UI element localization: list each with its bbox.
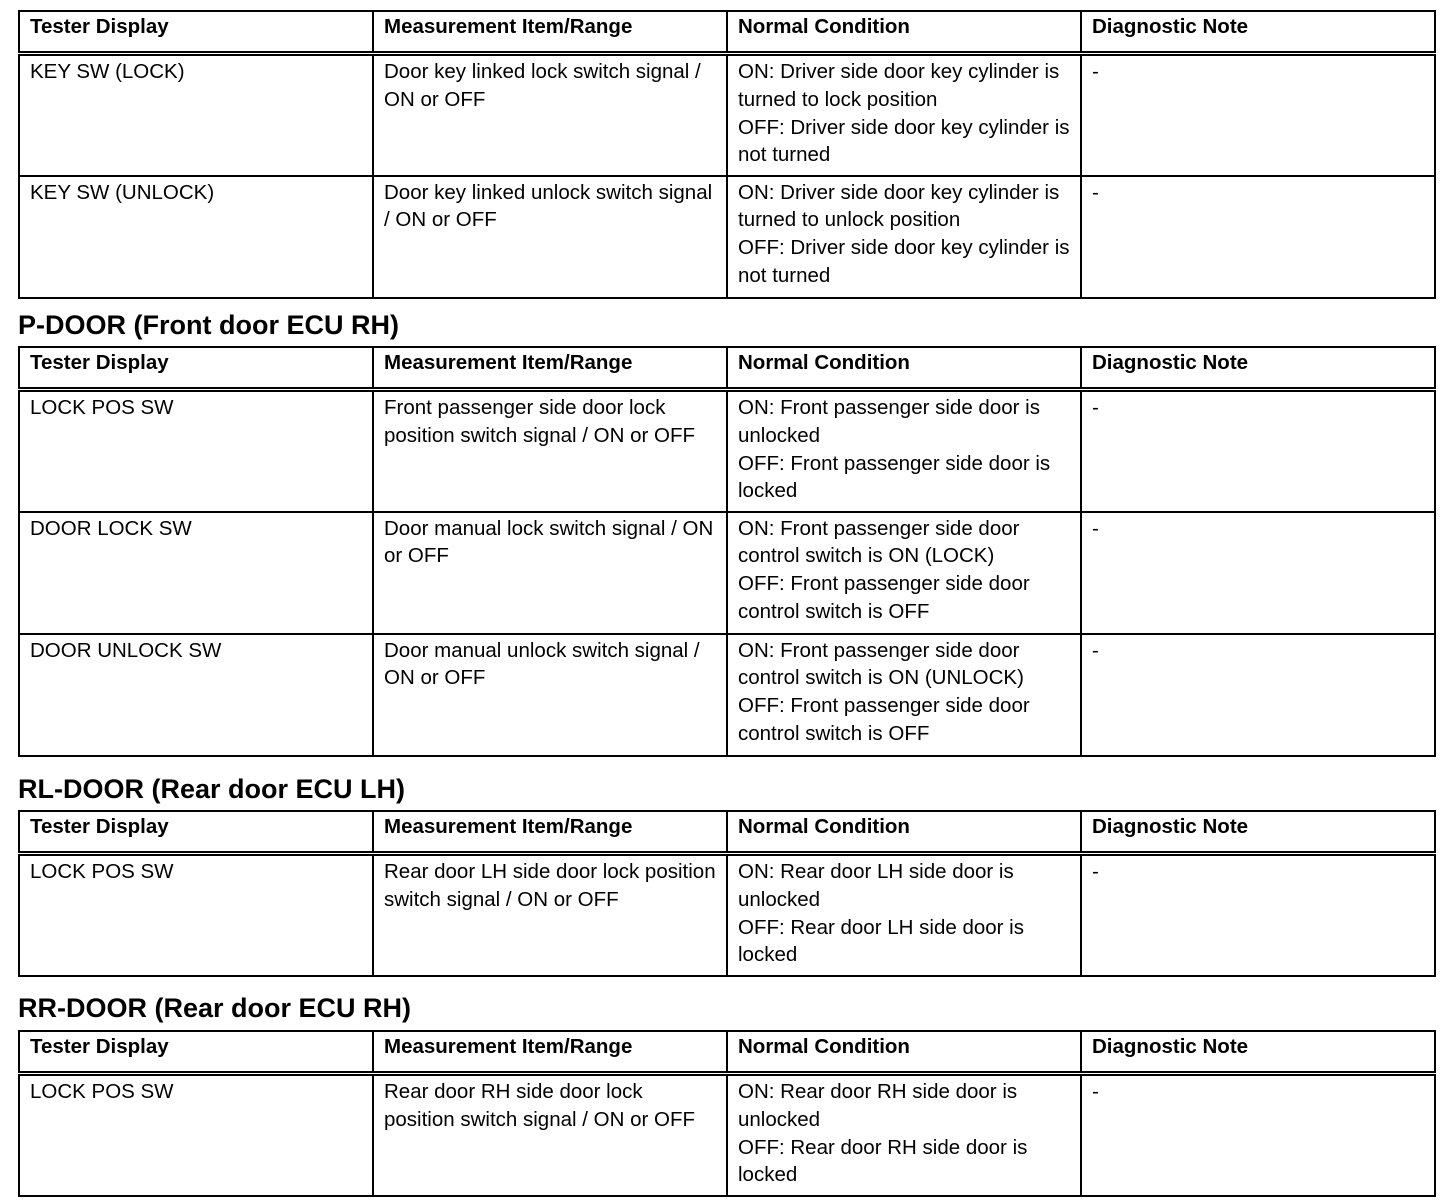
normal-condition-off: OFF: Front passenger side door is locked — [738, 451, 1051, 503]
cell-diagnostic-note: - — [1081, 854, 1435, 976]
normal-condition-off: OFF: Front passenger side door control switch is OFF — [738, 572, 1030, 623]
cell-normal-condition — [727, 634, 1081, 756]
table-row — [19, 512, 1435, 634]
cell-normal-condition — [727, 1074, 1081, 1196]
cell-normal-condition — [727, 176, 1081, 298]
header-diagnostic-note: Diagnostic Note — [1081, 11, 1435, 54]
cell-diagnostic-note: - — [1081, 54, 1435, 176]
header-diagnostic-note: Diagnostic Note — [1081, 347, 1435, 390]
table-header-row — [19, 1031, 1435, 1074]
normal-condition-off: OFF: Rear door LH side door is locked — [738, 915, 1024, 967]
normal-condition-on: ON: Driver side door key cylinder is turned to lock position — [738, 60, 1060, 111]
cell-tester-display: DOOR UNLOCK SW — [19, 634, 373, 756]
cell-measurement: Rear door RH side door lock position switch signal / ON or OFF — [373, 1074, 727, 1196]
table-row — [19, 634, 1435, 756]
section-title: RR-DOOR (Rear door ECU RH) — [18, 993, 412, 1023]
header-diagnostic-note: Diagnostic Note — [1081, 1031, 1435, 1074]
normal-condition-off: OFF: Rear door RH side door is locked — [738, 1135, 1028, 1187]
header-tester-display: Tester Display — [19, 11, 373, 54]
table-header-row — [19, 347, 1435, 390]
table-row — [19, 1074, 1435, 1196]
cell-tester-display: KEY SW (UNLOCK) — [19, 176, 373, 298]
header-tester-display: Tester Display — [19, 811, 373, 854]
cell-normal-condition — [727, 54, 1081, 176]
cell-tester-display: KEY SW (LOCK) — [19, 54, 373, 176]
header-tester-display: Tester Display — [19, 1031, 373, 1074]
diag-table-main-door — [18, 10, 1436, 299]
section-title: P-DOOR (Front door ECU RH) — [18, 310, 399, 340]
diag-table-rl-door — [18, 810, 1436, 977]
cell-normal-condition — [727, 512, 1081, 634]
table-row — [19, 54, 1435, 176]
header-diagnostic-note: Diagnostic Note — [1081, 811, 1435, 854]
normal-condition-off: OFF: Driver side door key cylinder is not turned — [738, 236, 1070, 287]
cell-tester-display: LOCK POS SW — [19, 390, 373, 512]
normal-condition-on: ON: Rear door RH side door is unlocked — [738, 1080, 1018, 1131]
header-normal-condition: Normal Condition — [727, 11, 1081, 54]
cell-diagnostic-note: - — [1081, 176, 1435, 298]
table-header-row — [19, 11, 1435, 54]
table-row — [19, 176, 1435, 298]
normal-condition-off: OFF: Driver side door key cylinder is not turned — [738, 115, 1070, 167]
header-normal-condition: Normal Condition — [727, 347, 1081, 390]
diag-table-p-door — [18, 346, 1436, 757]
cell-measurement: Front passenger side door lock position switch signal / ON or OFF — [373, 390, 727, 512]
cell-diagnostic-note: - — [1081, 634, 1435, 756]
cell-diagnostic-note: - — [1081, 1074, 1435, 1196]
normal-condition-on: ON: Front passenger side door control switch is ON (LOCK) — [738, 516, 1020, 568]
header-normal-condition: Normal Condition — [727, 1031, 1081, 1074]
cell-measurement: Rear door LH side door lock position switch signal / ON or OFF — [373, 854, 727, 976]
section-title: RL-DOOR (Rear door ECU LH) — [18, 774, 405, 804]
cell-measurement: Door manual unlock switch signal / ON or OFF — [373, 634, 727, 756]
normal-condition-on: ON: Front passenger side door control switch is ON (UNLOCK) — [738, 638, 1024, 690]
normal-condition-on: ON: Rear door LH side door is unlocked — [738, 860, 1014, 911]
header-measurement: Measurement Item/Range — [373, 347, 727, 390]
header-measurement: Measurement Item/Range — [373, 11, 727, 54]
table-row — [19, 854, 1435, 976]
normal-condition-on: ON: Front passenger side door is unlocked — [738, 396, 1040, 447]
header-measurement: Measurement Item/Range — [373, 1031, 727, 1074]
table-row — [19, 390, 1435, 512]
cell-measurement: Door key linked lock switch signal / ON or OFF — [373, 54, 727, 176]
diag-table-rr-door — [18, 1030, 1436, 1197]
cell-diagnostic-note: - — [1081, 512, 1435, 634]
cell-tester-display: LOCK POS SW — [19, 1074, 373, 1196]
header-measurement: Measurement Item/Range — [373, 811, 727, 854]
cell-normal-condition — [727, 854, 1081, 976]
table-header-row — [19, 811, 1435, 854]
header-normal-condition: Normal Condition — [727, 811, 1081, 854]
normal-condition-off: OFF: Front passenger side door control switch is OFF — [738, 694, 1030, 745]
cell-normal-condition — [727, 390, 1081, 512]
normal-condition-on: ON: Driver side door key cylinder is turned to unlock position — [738, 180, 1060, 232]
cell-measurement: Door manual lock switch signal / ON or OFF — [373, 512, 727, 634]
cell-tester-display: DOOR LOCK SW — [19, 512, 373, 634]
cell-diagnostic-note: - — [1081, 390, 1435, 512]
cell-measurement: Door key linked unlock switch signal / ON or OFF — [373, 176, 727, 298]
cell-tester-display: LOCK POS SW — [19, 854, 373, 976]
header-tester-display: Tester Display — [19, 347, 373, 390]
